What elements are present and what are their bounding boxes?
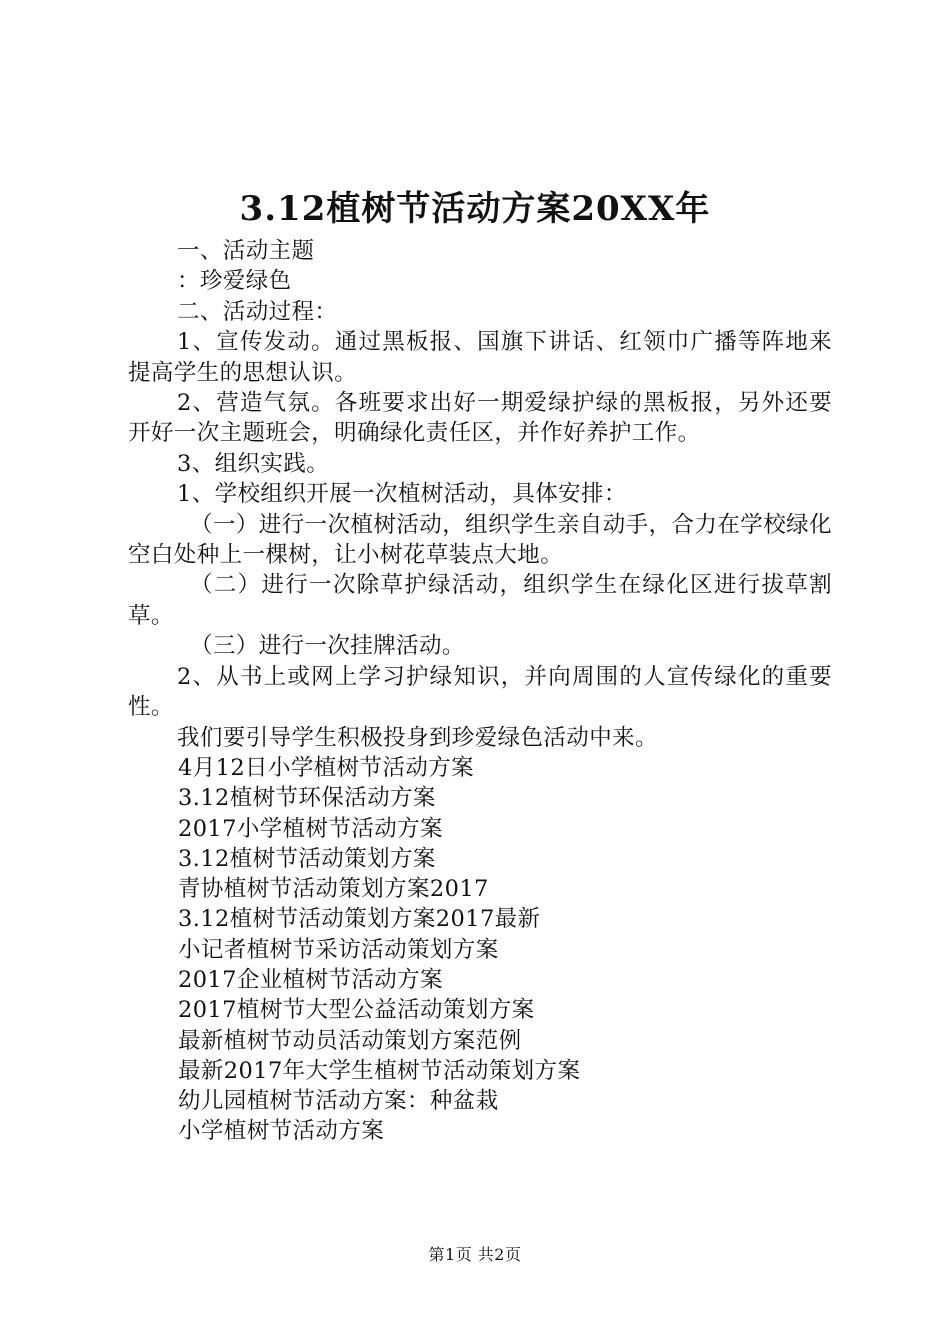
closing-paragraph: 我们要引导学生积极投身到珍爱绿色活动中来。 (177, 724, 658, 751)
theme-text: ：珍爱绿色 (177, 268, 292, 295)
related-link[interactable]: 3.12植树节活动策划方案2017最新 (178, 906, 541, 933)
related-link[interactable]: 最新2017年大学生植树节活动策划方案 (178, 1057, 581, 1084)
process-step-practice: 3、组织实践。 (177, 450, 330, 477)
related-link[interactable]: 2017企业植树节活动方案 (178, 966, 443, 993)
related-link[interactable]: 3.12植树节环保活动方案 (178, 785, 436, 812)
related-link[interactable]: 3.12植树节活动策划方案 (178, 845, 436, 872)
related-link[interactable]: 2017植树节大型公益活动策划方案 (178, 997, 535, 1024)
planting-detail-three: （三）进行一次挂牌活动。 (190, 633, 465, 660)
planting-detail-two: （二）进行一次除草护绿活动，组织学生在绿化区进行拔草割草。 (128, 572, 832, 629)
related-link[interactable]: 青协植树节活动策划方案2017 (178, 876, 489, 903)
practice-item-planting: 1、学校组织开展一次植树活动，具体安排： (177, 481, 627, 508)
related-link[interactable]: 4月12日小学植树节活动方案 (178, 754, 475, 781)
related-link[interactable]: 小学植树节活动方案 (178, 1118, 385, 1145)
process-step-publicity: 1、宣传发动。通过黑板报、国旗下讲话、红领巾广播等阵地来提高学生的思想认识。 (128, 329, 832, 386)
page-footer: 第1页 共2页 (428, 1245, 522, 1264)
section-heading-process: 二、活动过程： (177, 298, 338, 325)
related-links-list (128, 753, 832, 1147)
section-heading-theme: 一、活动主题 (177, 238, 315, 264)
planting-detail-one: （一）进行一次植树活动，组织学生亲自动手，合力在学校绿化空白处种上一棵树，让小树花草装点大地。 (128, 511, 832, 569)
practice-item-learning: 2、从书上或网上学习护绿知识，并向周围的人宣传绿化的重要性。 (128, 663, 832, 721)
related-link[interactable]: 2017小学植树节活动方案 (178, 815, 443, 842)
related-link[interactable]: 最新植树节动员活动策划方案范例 (178, 1027, 522, 1054)
related-link[interactable]: 幼儿园植树节活动方案：种盆栽 (178, 1088, 499, 1115)
related-link[interactable]: 小记者植树节采访活动策划方案 (178, 936, 499, 963)
process-step-atmosphere: 2、营造气氛。各班要求出好一期爱绿护绿的黑板报，另外还要开好一次主题班会，明确绿化责任区，并作好养护工作。 (128, 390, 832, 447)
document-title: 3.12植树节活动方案20XX年 (239, 189, 711, 229)
document-body (128, 236, 832, 1147)
